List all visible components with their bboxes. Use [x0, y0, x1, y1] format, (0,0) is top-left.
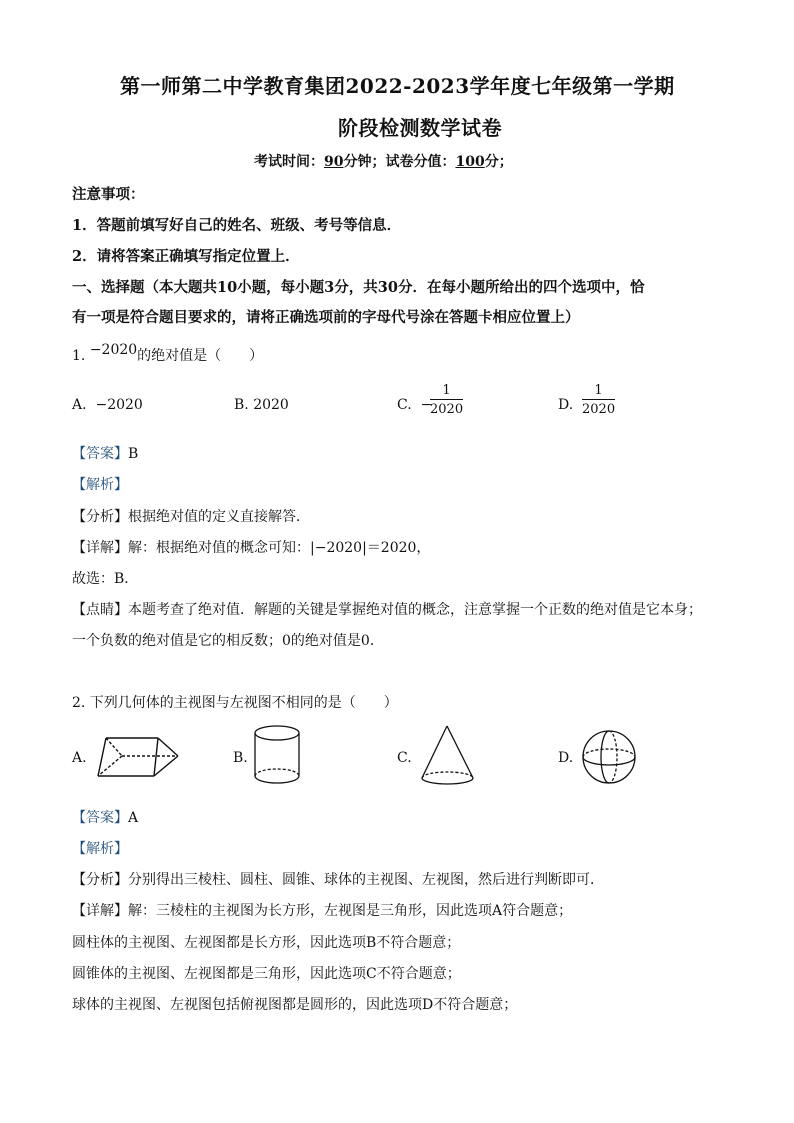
q1-option-c-numerator: 1	[430, 383, 463, 400]
exam-info-suffix: 分；	[484, 154, 513, 170]
sphere-figure	[580, 728, 640, 788]
q1-fenxi	[72, 506, 310, 526]
cylinder-figure	[250, 720, 310, 790]
q1-option-d-denominator: 2020	[582, 402, 616, 417]
q1-analysis-tag	[72, 474, 128, 494]
q1-fenxi-tag: 【分析】	[72, 509, 128, 525]
q2-line-c: 圆锥体的主视图、左视图都是三角形，因此选项C不符合题意；	[72, 966, 461, 982]
exam-info-prefix: 考试时间：	[254, 154, 324, 170]
cone-figure	[417, 718, 481, 790]
q1-number: 1.	[72, 348, 86, 364]
section1-line2: 有一项是符合题目要求的，请将正确选项前的字母代号涂在答题卡相应位置上）	[72, 309, 580, 326]
q1-fenxi-text: 根据绝对值的定义直接解答．	[128, 509, 310, 525]
q2-stem: 2. 下列几何体的主视图与左视图不相同的是（ ）	[72, 695, 398, 711]
section1-line1: 一、选择题（本大题共10小题，每小题3分，共30分．在每小题所给出的四个选项中，恰	[72, 279, 645, 296]
q2-fenxi-text: 分别得出三棱柱、圆柱、圆锥、球体的主视图、左视图，然后进行判断即可．	[128, 872, 604, 888]
page-subtitle: 阶段检测数学试卷	[338, 116, 502, 140]
q1-stem	[72, 342, 264, 365]
q2-option-b-label: B.	[233, 750, 248, 766]
q2-answer-tag: 【答案】	[72, 810, 128, 826]
q1-option-c-sign: −	[420, 397, 433, 413]
q1-dianjing-text-1: 本题考查了绝对值．解题的关键是掌握绝对值的概念，注意掌握一个正数的绝对值是它本身；	[128, 602, 702, 618]
q1-answer	[72, 443, 138, 463]
q1-xiangjie-text: 解：根据绝对值的概念可知：|−2020|＝2020，	[128, 540, 431, 556]
exam-time: 90	[324, 154, 344, 170]
q1-option-c-fraction	[430, 383, 463, 417]
q1-dianjing-cont: 一个负数的绝对值是它的相反数；0的绝对值是0．	[72, 633, 384, 649]
q1-option-c-denominator: 2020	[430, 402, 464, 417]
q1-option-a-label: A.	[72, 397, 87, 413]
q1-option-b-label: B.	[234, 397, 249, 413]
note-item-2: 2．请将答案正确填写指定位置上．	[72, 248, 300, 265]
q1-option-a	[72, 397, 143, 413]
q2-answer	[72, 807, 138, 827]
q2-analysis-tag	[72, 838, 128, 858]
q2-option-c-label: C.	[397, 750, 412, 766]
q2-option-a-label: A.	[72, 750, 87, 766]
q2-analysis-tag-text: 【解析】	[72, 841, 128, 857]
q1-dianjing	[72, 599, 702, 619]
q1-option-d-numerator: 1	[582, 383, 615, 400]
q1-option-b	[234, 397, 289, 413]
q2-option-d-label: D.	[558, 750, 574, 766]
exam-score: 100	[455, 154, 485, 170]
note-item-1: 1．答题前填写好自己的姓名、班级、考号等信息．	[72, 217, 402, 234]
q2-line-b: 圆柱体的主视图、左视图都是长方形，因此选项B不符合题意；	[72, 935, 461, 951]
q1-expression: −2020	[89, 342, 138, 358]
q1-choose: 故选：B．	[72, 571, 139, 587]
q2-fenxi-tag: 【分析】	[72, 872, 128, 888]
q1-analysis-tag-text: 【解析】	[72, 477, 128, 493]
q2-xiangjie-text: 解：三棱柱的主视图为长方形，左视图是三角形，因此选项A符合题意；	[128, 903, 573, 919]
q1-option-a-value: −2020	[95, 397, 143, 413]
q1-option-b-value: 2020	[253, 397, 289, 413]
page-title: 第一师第二中学教育集团2022-2023学年度七年级第一学期	[120, 74, 675, 98]
q1-stem-text: 的绝对值是（ ）	[137, 348, 264, 364]
q1-option-d-fraction	[582, 383, 615, 417]
q1-dianjing-tag: 【点睛】	[72, 602, 128, 618]
q2-line-d: 球体的主视图、左视图包括俯视图都是圆形的，因此选项D不符合题意；	[72, 997, 518, 1013]
q2-xiangjie-tag: 【详解】	[72, 903, 128, 919]
q2-xiangjie	[72, 900, 572, 920]
q2-fenxi	[72, 869, 604, 889]
q1-option-c-label: C.	[397, 397, 412, 413]
q1-option-d: D.	[558, 397, 574, 413]
q1-xiangjie	[72, 537, 430, 557]
exam-info	[254, 151, 513, 171]
q2-answer-value: A	[128, 810, 139, 826]
q1-option-c	[397, 397, 432, 413]
q1-xiangjie-tag: 【详解】	[72, 540, 128, 556]
triangular-prism-figure	[92, 724, 192, 784]
notes-heading: 注意事项：	[72, 186, 145, 203]
exam-info-mid: 分钟；试卷分值：	[343, 154, 456, 170]
q1-answer-tag: 【答案】	[72, 446, 128, 462]
q1-answer-value: B	[128, 446, 139, 462]
